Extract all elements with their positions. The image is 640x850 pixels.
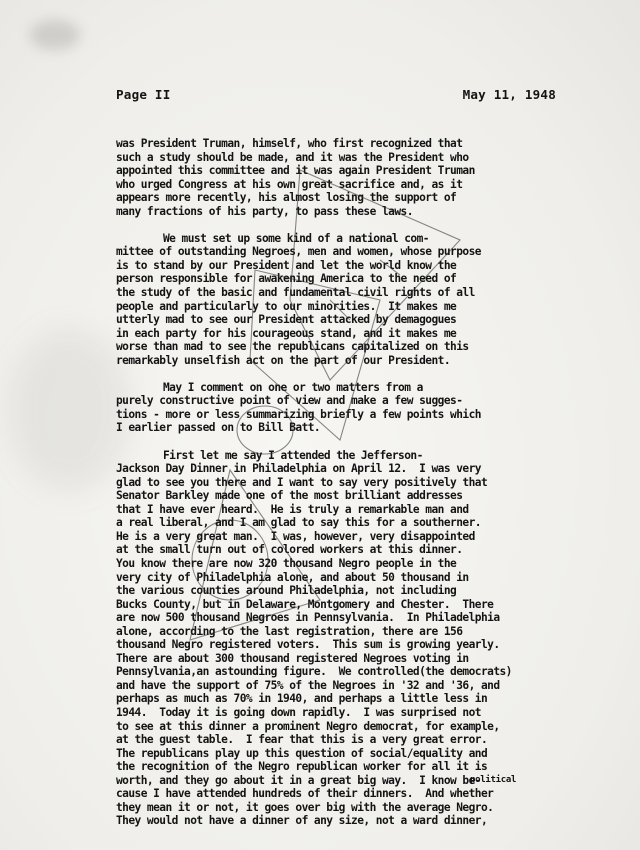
text-line: glad to see you there and I want to say very positively that [116, 475, 488, 489]
text-line: appears more recently, his almost losing the support of [116, 191, 457, 205]
text-line: mittee of outstanding Negroes, men and women, whose purpose [116, 245, 481, 259]
text-line: to see at this dinner a prominent Negro democrat, for example, [116, 719, 500, 733]
text-line: a real liberal, and I am glad to say this for a southerner. [116, 516, 481, 530]
text-line: worth, and they go about it in a great big way. I know be- [116, 773, 481, 787]
text-line: Senator Barkley made one of the most brilliant addresses [116, 489, 463, 503]
paragraph [116, 137, 596, 218]
text-line: utterly mad to see our President attacked by demagogues [116, 313, 457, 327]
text-line: 1944. Today it is going down rapidly. I was surprised not [116, 705, 481, 719]
text-line: at the guest table. I fear that this is a very great error. [116, 733, 488, 747]
text-line: First let me say I attended the Jefferson- [163, 448, 423, 462]
text-line: The republicans play up this question of social/equality and [116, 746, 488, 760]
text-line: the recognition of the Negro republican worker for all it is [116, 760, 488, 774]
text-line: cause I have attended hundreds of their dinners. And whether [116, 787, 494, 801]
text-line: We must set up some kind of a national com- [163, 231, 429, 245]
text-line: person responsible for awakening America to the need of [116, 272, 457, 286]
text-line: Jackson Day Dinner in Philadelphia on April 12. I was very [116, 462, 481, 476]
text-line: appointed this committee and it was again President Truman [116, 164, 475, 178]
text-line: remarkably unselfish act on the part of our President. [116, 353, 451, 367]
text-line: many fractions of his party, to pass these laws. [116, 204, 413, 218]
text-line: they mean it or not, it goes over big with the average Negro. [116, 800, 494, 814]
page-number: Page II [116, 87, 171, 102]
text-line: He is a very great man. I was, however, very disappointed [116, 529, 475, 543]
text-line: such a study should be made, and it was the President who [116, 150, 469, 164]
text-line: at the small turn out of colored workers at this dinner. [116, 543, 463, 557]
paper-blot [30, 20, 80, 50]
text-line: that I have ever heard. He is truly a remarkable man and [116, 502, 469, 516]
text-line: people and particularly to our minorities. It makes me [116, 299, 457, 313]
text-line: in each party for his courageous stand, and it makes me [116, 326, 457, 340]
text-line: worse than mad to see the republicans capitalized on this [116, 340, 469, 354]
paragraph [116, 381, 596, 435]
text-line: thousand Negro registered voters. This sum is growing yearly. [116, 638, 500, 652]
paper-smudge [10, 330, 130, 490]
text-line: You know there are now 320 thousand Negro people in the [116, 556, 457, 570]
handwritten-annotation: political [470, 775, 517, 785]
text-line: is to stand by our President and let the world know the [116, 258, 457, 272]
text-line: Bucks County, but in Delaware, Montgomery and Chester. There [116, 597, 494, 611]
text-line: the various counties around Philadelphia, not including [116, 584, 457, 598]
text-line: the study of the basic and fundamental civil rights of all [116, 286, 475, 300]
paragraph [116, 232, 596, 367]
text-line: There are about 300 thousand registered Negroes voting in [116, 651, 469, 665]
paragraph [116, 449, 596, 828]
text-line: I earlier passed on to Bill Batt. [116, 421, 321, 435]
text-line: May I comment on one or two matters from a [163, 380, 423, 394]
letter-body [116, 137, 596, 841]
text-line: alone, according to the last registration, there are 156 [116, 624, 463, 638]
text-line: very city of Philadelphia alone, and about 50 thousand in [116, 570, 469, 584]
text-line: perhaps as much as 70% in 1940, and perhaps a little less in [116, 692, 488, 706]
text-line: who urged Congress at his own great sacrifice and, as it [116, 177, 463, 191]
text-line: They would not have a dinner of any size, not a ward dinner, [116, 814, 488, 828]
letter-date: May 11, 1948 [462, 87, 556, 102]
text-line: are now 500 thousand Negroes in Pennsylvania. In Philadelphia [116, 611, 500, 625]
text-line: and have the support of 75% of the Negroes in '32 and '36, and [116, 678, 500, 692]
text-line: tions - more or less summarizing briefly a few points which [116, 407, 481, 421]
text-line: Pennsylvania,an astounding figure. We controlled(the democrats) [116, 665, 512, 679]
text-line: was President Truman, himself, who first recognized that [116, 137, 463, 150]
text-line: purely constructive point of view and make a few sugges- [116, 394, 463, 408]
